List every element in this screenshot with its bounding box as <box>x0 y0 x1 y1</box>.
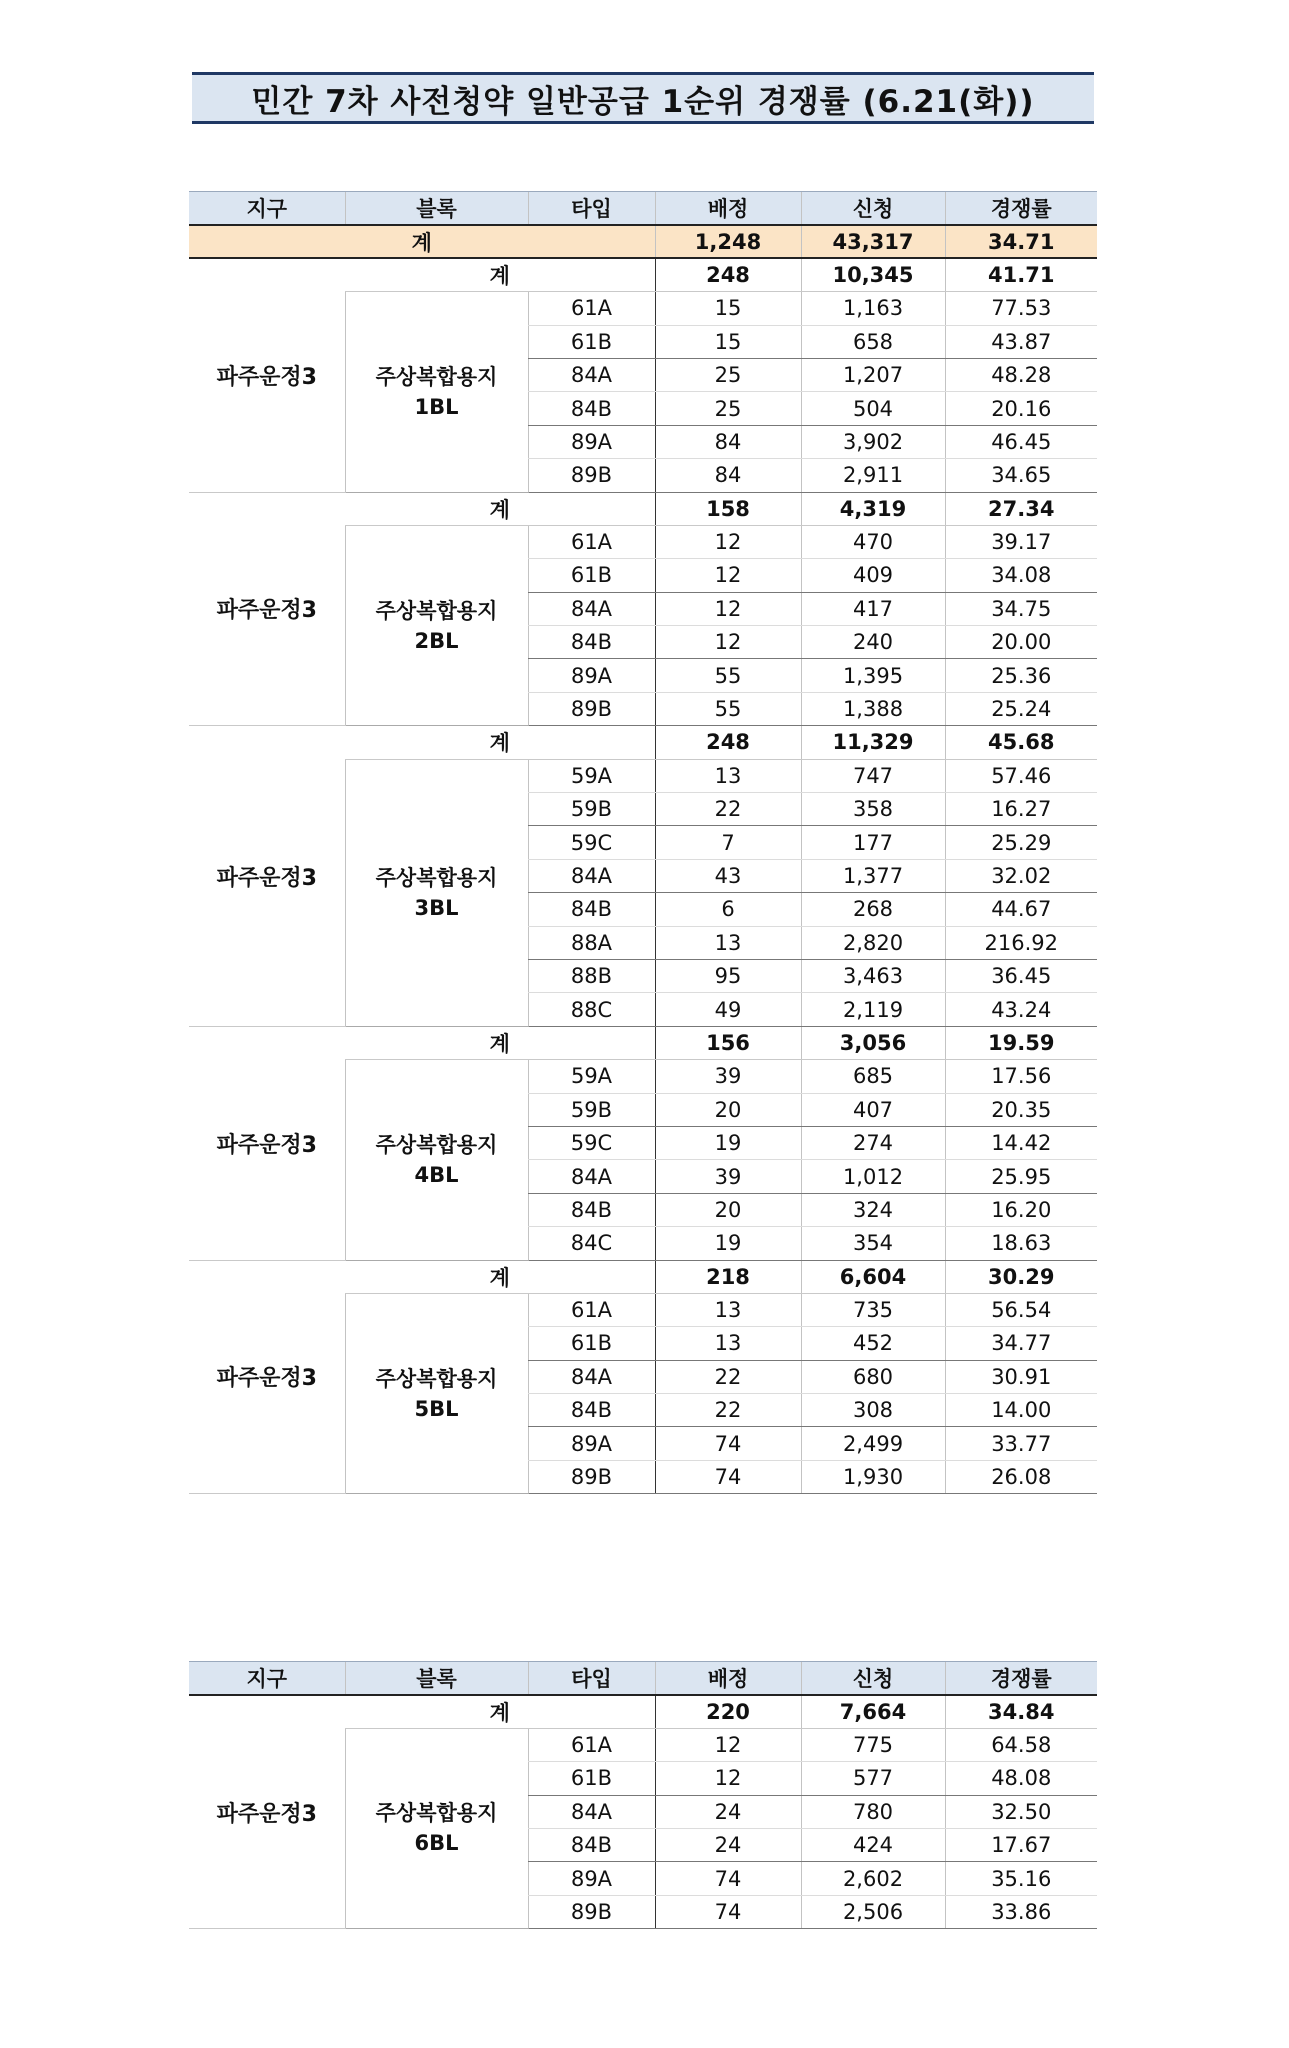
applied-cell: 2,119 <box>801 993 945 1026</box>
alloc-cell: 95 <box>655 959 801 992</box>
header-block: 블록 <box>345 1662 528 1695</box>
ratio-cell: 32.02 <box>945 859 1097 892</box>
type-cell: 89A <box>528 659 655 692</box>
applied-cell: 2,499 <box>801 1427 945 1460</box>
competition-table-1 <box>189 191 1097 1494</box>
block-cell <box>345 1293 528 1493</box>
type-cell: 61A <box>528 1728 655 1761</box>
table-header-row <box>189 1662 1097 1695</box>
applied-cell: 2,506 <box>801 1895 945 1928</box>
subtotal-applied: 10,345 <box>801 258 945 291</box>
type-cell: 84B <box>528 1193 655 1226</box>
alloc-cell: 25 <box>655 392 801 425</box>
applied-cell: 407 <box>801 1093 945 1126</box>
type-cell: 84B <box>528 893 655 926</box>
header-competition-ratio: 경쟁률 <box>945 192 1097 225</box>
subtotal-alloc: 220 <box>655 1695 801 1728</box>
type-cell: 84C <box>528 1227 655 1260</box>
applied-cell: 680 <box>801 1360 945 1393</box>
type-cell: 88B <box>528 959 655 992</box>
ratio-cell: 34.77 <box>945 1327 1097 1360</box>
alloc-cell: 24 <box>655 1795 801 1828</box>
applied-cell: 3,902 <box>801 425 945 458</box>
ratio-cell: 48.08 <box>945 1762 1097 1795</box>
subtotal-row <box>189 1026 1097 1059</box>
subtotal-label: 계 <box>345 258 655 291</box>
applied-cell: 1,395 <box>801 659 945 692</box>
alloc-cell: 12 <box>655 592 801 625</box>
ratio-cell: 35.16 <box>945 1862 1097 1895</box>
applied-cell: 1,930 <box>801 1460 945 1493</box>
alloc-cell: 12 <box>655 1728 801 1761</box>
alloc-cell: 15 <box>655 325 801 358</box>
subtotal-row <box>189 1695 1097 1728</box>
type-cell: 84B <box>528 1828 655 1861</box>
subtotal-label: 계 <box>345 726 655 759</box>
type-cell: 61A <box>528 292 655 325</box>
subtotal-ratio: 34.84 <box>945 1695 1097 1728</box>
ratio-cell: 17.56 <box>945 1060 1097 1093</box>
applied-cell: 1,163 <box>801 292 945 325</box>
type-cell: 59A <box>528 759 655 792</box>
applied-cell: 1,377 <box>801 859 945 892</box>
block-name: 주상복합용지 <box>375 1366 498 1391</box>
header-type: 타입 <box>528 192 655 225</box>
block-name: 주상복합용지 <box>375 598 498 623</box>
ratio-cell: 30.91 <box>945 1360 1097 1393</box>
applied-cell: 658 <box>801 325 945 358</box>
subtotal-ratio: 19.59 <box>945 1026 1097 1059</box>
applied-cell: 424 <box>801 1828 945 1861</box>
header-applications: 신청 <box>801 192 945 225</box>
block-cell <box>345 759 528 1026</box>
block-number: 2BL <box>414 628 459 653</box>
alloc-cell: 12 <box>655 559 801 592</box>
header-type: 타입 <box>528 1662 655 1695</box>
alloc-cell: 74 <box>655 1862 801 1895</box>
grand-total-alloc: 1,248 <box>655 225 801 258</box>
ratio-cell: 25.29 <box>945 826 1097 859</box>
ratio-cell: 46.45 <box>945 425 1097 458</box>
ratio-cell: 20.35 <box>945 1093 1097 1126</box>
applied-cell: 577 <box>801 1762 945 1795</box>
applied-cell: 2,820 <box>801 926 945 959</box>
block-name: 주상복합용지 <box>375 865 498 890</box>
type-cell: 88C <box>528 993 655 1026</box>
subtotal-label: 계 <box>345 492 655 525</box>
ratio-cell: 216.92 <box>945 926 1097 959</box>
type-cell: 89B <box>528 1895 655 1928</box>
type-cell: 84A <box>528 592 655 625</box>
subtotal-label: 계 <box>345 1260 655 1293</box>
header-district: 지구 <box>189 192 345 225</box>
type-cell: 61B <box>528 1762 655 1795</box>
subtotal-ratio: 45.68 <box>945 726 1097 759</box>
grand-total-label: 계 <box>189 225 655 258</box>
alloc-cell: 55 <box>655 659 801 692</box>
ratio-cell: 43.87 <box>945 325 1097 358</box>
alloc-cell: 74 <box>655 1460 801 1493</box>
applied-cell: 324 <box>801 1193 945 1226</box>
block-cell <box>345 1060 528 1260</box>
alloc-cell: 20 <box>655 1193 801 1226</box>
alloc-cell: 25 <box>655 358 801 391</box>
header-allocation: 배정 <box>655 192 801 225</box>
district-cell: 파주운정3 <box>189 1260 345 1494</box>
block-cell <box>345 525 528 725</box>
type-cell: 84B <box>528 1394 655 1427</box>
alloc-cell: 24 <box>655 1828 801 1861</box>
subtotal-row <box>189 726 1097 759</box>
table-header-row <box>189 192 1097 225</box>
subtotal-ratio: 27.34 <box>945 492 1097 525</box>
subtotal-applied: 7,664 <box>801 1695 945 1728</box>
district-cell: 파주운정3 <box>189 492 345 726</box>
block-name: 주상복합용지 <box>375 364 498 389</box>
block-number: 1BL <box>414 394 459 419</box>
type-cell: 89B <box>528 459 655 492</box>
ratio-cell: 16.20 <box>945 1193 1097 1226</box>
alloc-cell: 19 <box>655 1126 801 1159</box>
alloc-cell: 13 <box>655 926 801 959</box>
alloc-cell: 20 <box>655 1093 801 1126</box>
applied-cell: 775 <box>801 1728 945 1761</box>
block-cell <box>345 292 528 492</box>
district-cell: 파주운정3 <box>189 258 345 492</box>
block-number: 5BL <box>414 1396 459 1421</box>
subtotal-applied: 4,319 <box>801 492 945 525</box>
ratio-cell: 25.24 <box>945 692 1097 725</box>
applied-cell: 504 <box>801 392 945 425</box>
type-cell: 84B <box>528 626 655 659</box>
subtotal-alloc: 158 <box>655 492 801 525</box>
alloc-cell: 6 <box>655 893 801 926</box>
ratio-cell: 77.53 <box>945 292 1097 325</box>
applied-cell: 2,911 <box>801 459 945 492</box>
alloc-cell: 13 <box>655 1327 801 1360</box>
alloc-cell: 22 <box>655 793 801 826</box>
subtotal-alloc: 248 <box>655 726 801 759</box>
applied-cell: 747 <box>801 759 945 792</box>
subtotal-alloc: 156 <box>655 1026 801 1059</box>
applied-cell: 240 <box>801 626 945 659</box>
alloc-cell: 19 <box>655 1227 801 1260</box>
alloc-cell: 43 <box>655 859 801 892</box>
header-block: 블록 <box>345 192 528 225</box>
alloc-cell: 12 <box>655 1762 801 1795</box>
applied-cell: 268 <box>801 893 945 926</box>
type-cell: 59C <box>528 1126 655 1159</box>
alloc-cell: 84 <box>655 425 801 458</box>
alloc-cell: 7 <box>655 826 801 859</box>
type-cell: 88A <box>528 926 655 959</box>
block-name: 주상복합용지 <box>375 1132 498 1157</box>
type-cell: 84A <box>528 1360 655 1393</box>
type-cell: 89A <box>528 1427 655 1460</box>
alloc-cell: 13 <box>655 759 801 792</box>
applied-cell: 1,388 <box>801 692 945 725</box>
ratio-cell: 14.42 <box>945 1126 1097 1159</box>
applied-cell: 354 <box>801 1227 945 1260</box>
ratio-cell: 39.17 <box>945 525 1097 558</box>
block-name: 주상복합용지 <box>375 1801 498 1826</box>
alloc-cell: 15 <box>655 292 801 325</box>
ratio-cell: 34.75 <box>945 592 1097 625</box>
ratio-cell: 14.00 <box>945 1394 1097 1427</box>
applied-cell: 177 <box>801 826 945 859</box>
ratio-cell: 17.67 <box>945 1828 1097 1861</box>
subtotal-alloc: 248 <box>655 258 801 291</box>
alloc-cell: 74 <box>655 1895 801 1928</box>
ratio-cell: 56.54 <box>945 1293 1097 1326</box>
applied-cell: 274 <box>801 1126 945 1159</box>
block-number: 3BL <box>414 895 459 920</box>
district-cell: 파주운정3 <box>189 726 345 1027</box>
header-competition-ratio: 경쟁률 <box>945 1662 1097 1695</box>
page-title: 민간 7차 사전청약 일반공급 1순위 경쟁률 (6.21(화)) <box>192 72 1094 124</box>
type-cell: 84A <box>528 859 655 892</box>
type-cell: 89B <box>528 692 655 725</box>
subtotal-ratio: 30.29 <box>945 1260 1097 1293</box>
subtotal-applied: 11,329 <box>801 726 945 759</box>
subtotal-applied: 6,604 <box>801 1260 945 1293</box>
type-cell: 84B <box>528 392 655 425</box>
ratio-cell: 48.28 <box>945 358 1097 391</box>
type-cell: 61A <box>528 525 655 558</box>
applied-cell: 780 <box>801 1795 945 1828</box>
district-cell: 파주운정3 <box>189 1026 345 1260</box>
ratio-cell: 20.16 <box>945 392 1097 425</box>
ratio-cell: 34.08 <box>945 559 1097 592</box>
subtotal-label: 계 <box>345 1026 655 1059</box>
ratio-cell: 64.58 <box>945 1728 1097 1761</box>
subtotal-alloc: 218 <box>655 1260 801 1293</box>
applied-cell: 417 <box>801 592 945 625</box>
ratio-cell: 33.77 <box>945 1427 1097 1460</box>
ratio-cell: 26.08 <box>945 1460 1097 1493</box>
ratio-cell: 32.50 <box>945 1795 1097 1828</box>
alloc-cell: 22 <box>655 1360 801 1393</box>
applied-cell: 1,012 <box>801 1160 945 1193</box>
block-cell <box>345 1728 528 1928</box>
type-cell: 61A <box>528 1293 655 1326</box>
applied-cell: 2,602 <box>801 1862 945 1895</box>
type-cell: 84A <box>528 1160 655 1193</box>
type-cell: 61B <box>528 1327 655 1360</box>
type-cell: 84A <box>528 1795 655 1828</box>
subtotal-row <box>189 1260 1097 1293</box>
block-number: 4BL <box>414 1162 459 1187</box>
grand-total-applied: 43,317 <box>801 225 945 258</box>
ratio-cell: 25.95 <box>945 1160 1097 1193</box>
block-number: 6BL <box>414 1831 459 1856</box>
applied-cell: 358 <box>801 793 945 826</box>
ratio-cell: 57.46 <box>945 759 1097 792</box>
header-allocation: 배정 <box>655 1662 801 1695</box>
ratio-cell: 18.63 <box>945 1227 1097 1260</box>
competition-table-2 <box>189 1661 1097 1929</box>
type-cell: 89A <box>528 425 655 458</box>
type-cell: 59B <box>528 1093 655 1126</box>
ratio-cell: 44.67 <box>945 893 1097 926</box>
type-cell: 59B <box>528 793 655 826</box>
applied-cell: 470 <box>801 525 945 558</box>
applied-cell: 409 <box>801 559 945 592</box>
type-cell: 59A <box>528 1060 655 1093</box>
ratio-cell: 33.86 <box>945 1895 1097 1928</box>
type-cell: 61B <box>528 325 655 358</box>
header-applications: 신청 <box>801 1662 945 1695</box>
applied-cell: 685 <box>801 1060 945 1093</box>
district-cell: 파주운정3 <box>189 1695 345 1929</box>
ratio-cell: 25.36 <box>945 659 1097 692</box>
subtotal-applied: 3,056 <box>801 1026 945 1059</box>
applied-cell: 308 <box>801 1394 945 1427</box>
alloc-cell: 39 <box>655 1060 801 1093</box>
subtotal-row <box>189 258 1097 291</box>
type-cell: 84A <box>528 358 655 391</box>
ratio-cell: 36.45 <box>945 959 1097 992</box>
ratio-cell: 43.24 <box>945 993 1097 1026</box>
applied-cell: 3,463 <box>801 959 945 992</box>
applied-cell: 452 <box>801 1327 945 1360</box>
header-district: 지구 <box>189 1662 345 1695</box>
alloc-cell: 74 <box>655 1427 801 1460</box>
type-cell: 89B <box>528 1460 655 1493</box>
alloc-cell: 12 <box>655 525 801 558</box>
alloc-cell: 84 <box>655 459 801 492</box>
applied-cell: 1,207 <box>801 358 945 391</box>
type-cell: 61B <box>528 559 655 592</box>
alloc-cell: 55 <box>655 692 801 725</box>
alloc-cell: 13 <box>655 1293 801 1326</box>
type-cell: 89A <box>528 1862 655 1895</box>
alloc-cell: 22 <box>655 1394 801 1427</box>
subtotal-label: 계 <box>345 1695 655 1728</box>
alloc-cell: 12 <box>655 626 801 659</box>
applied-cell: 735 <box>801 1293 945 1326</box>
alloc-cell: 49 <box>655 993 801 1026</box>
subtotal-row <box>189 492 1097 525</box>
subtotal-ratio: 41.71 <box>945 258 1097 291</box>
grand-total-row <box>189 225 1097 258</box>
ratio-cell: 16.27 <box>945 793 1097 826</box>
type-cell: 59C <box>528 826 655 859</box>
ratio-cell: 34.65 <box>945 459 1097 492</box>
ratio-cell: 20.00 <box>945 626 1097 659</box>
grand-total-ratio: 34.71 <box>945 225 1097 258</box>
alloc-cell: 39 <box>655 1160 801 1193</box>
